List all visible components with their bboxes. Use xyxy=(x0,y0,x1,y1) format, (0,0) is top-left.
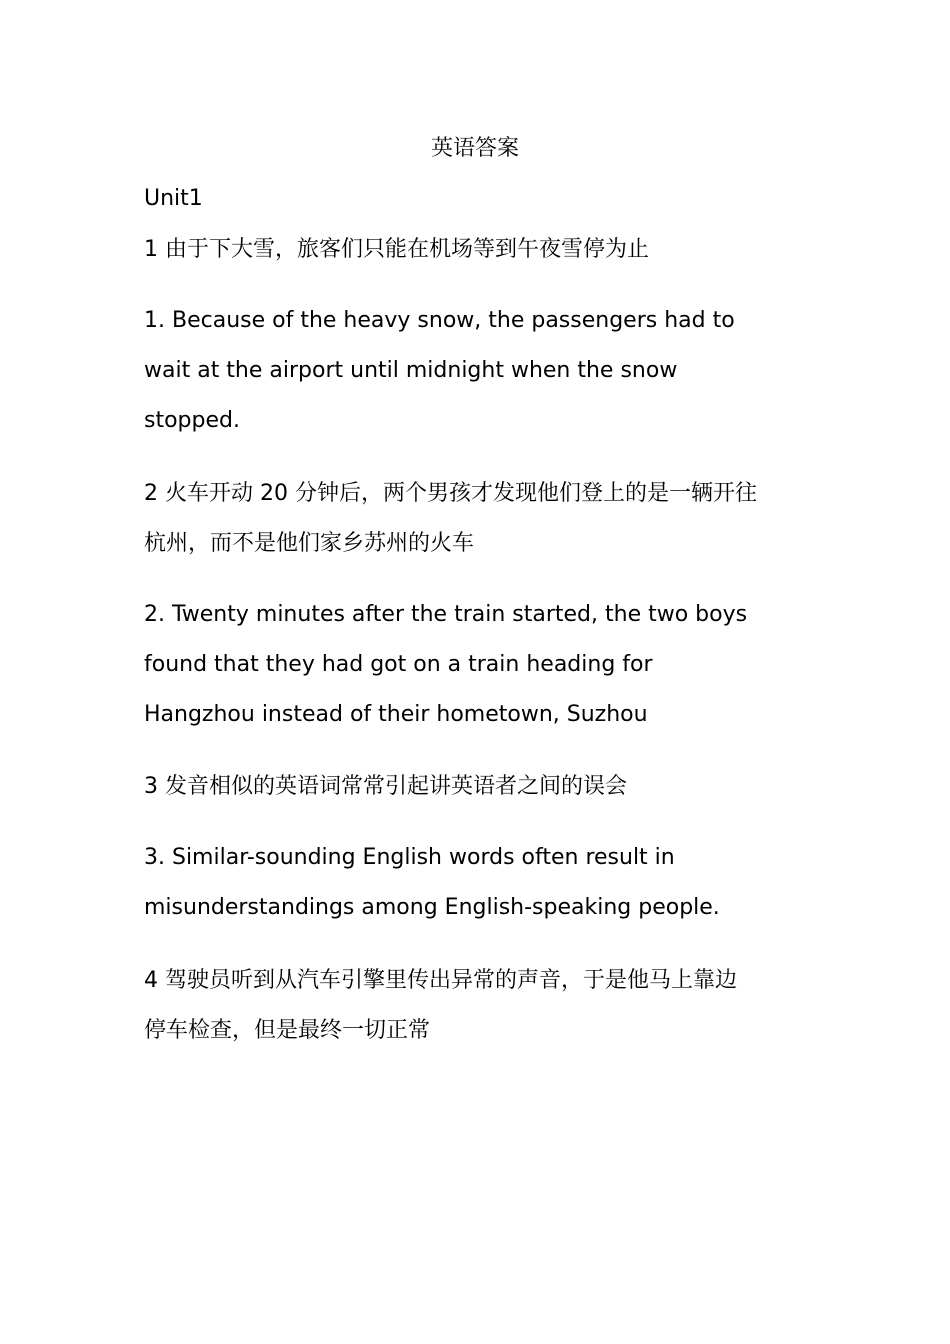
item-2-chinese xyxy=(144,469,814,569)
text-line: 停车检查，但是最终一切正常 xyxy=(144,1018,431,1043)
text-line: found that they had got on a train heading for xyxy=(144,652,653,677)
text-line: 杭州，而不是他们家乡苏州的火车 xyxy=(144,531,475,556)
text-line: 2 火车开动 20 分钟后，两个男孩才发现他们登上的是一辆开往 xyxy=(144,481,757,506)
item-1-chinese xyxy=(144,225,814,275)
text-line: 3. Similar-sounding English words often result in xyxy=(144,845,675,870)
text-line: 1. Because of the heavy snow, the passengers had to xyxy=(144,308,735,333)
text-line: 3 发音相似的英语词常常引起讲英语者之间的误会 xyxy=(144,774,627,799)
item-1-english xyxy=(144,296,814,446)
text-line: 1 由于下大雪，旅客们只能在机场等到午夜雪停为止 xyxy=(144,237,649,262)
item-4-chinese xyxy=(144,956,814,1056)
document-title: 英语答案 xyxy=(430,136,519,161)
item-3-chinese xyxy=(144,762,814,812)
text-line: Hangzhou instead of their hometown, Suzhou xyxy=(144,702,648,727)
text-line: 2. Twenty minutes after the train started, the two boys xyxy=(144,602,748,627)
text-line: stopped. xyxy=(144,408,240,433)
text-line: wait at the airport until midnight when the snow xyxy=(144,358,678,383)
text-line: 4 驾驶员听到从汽车引擎里传出异常的声音，于是他马上靠边 xyxy=(144,968,737,993)
text-line: misunderstandings among English-speaking people. xyxy=(144,895,720,920)
unit-heading: Unit1 xyxy=(144,186,203,211)
item-3-english xyxy=(144,833,814,933)
item-2-english xyxy=(144,590,814,740)
